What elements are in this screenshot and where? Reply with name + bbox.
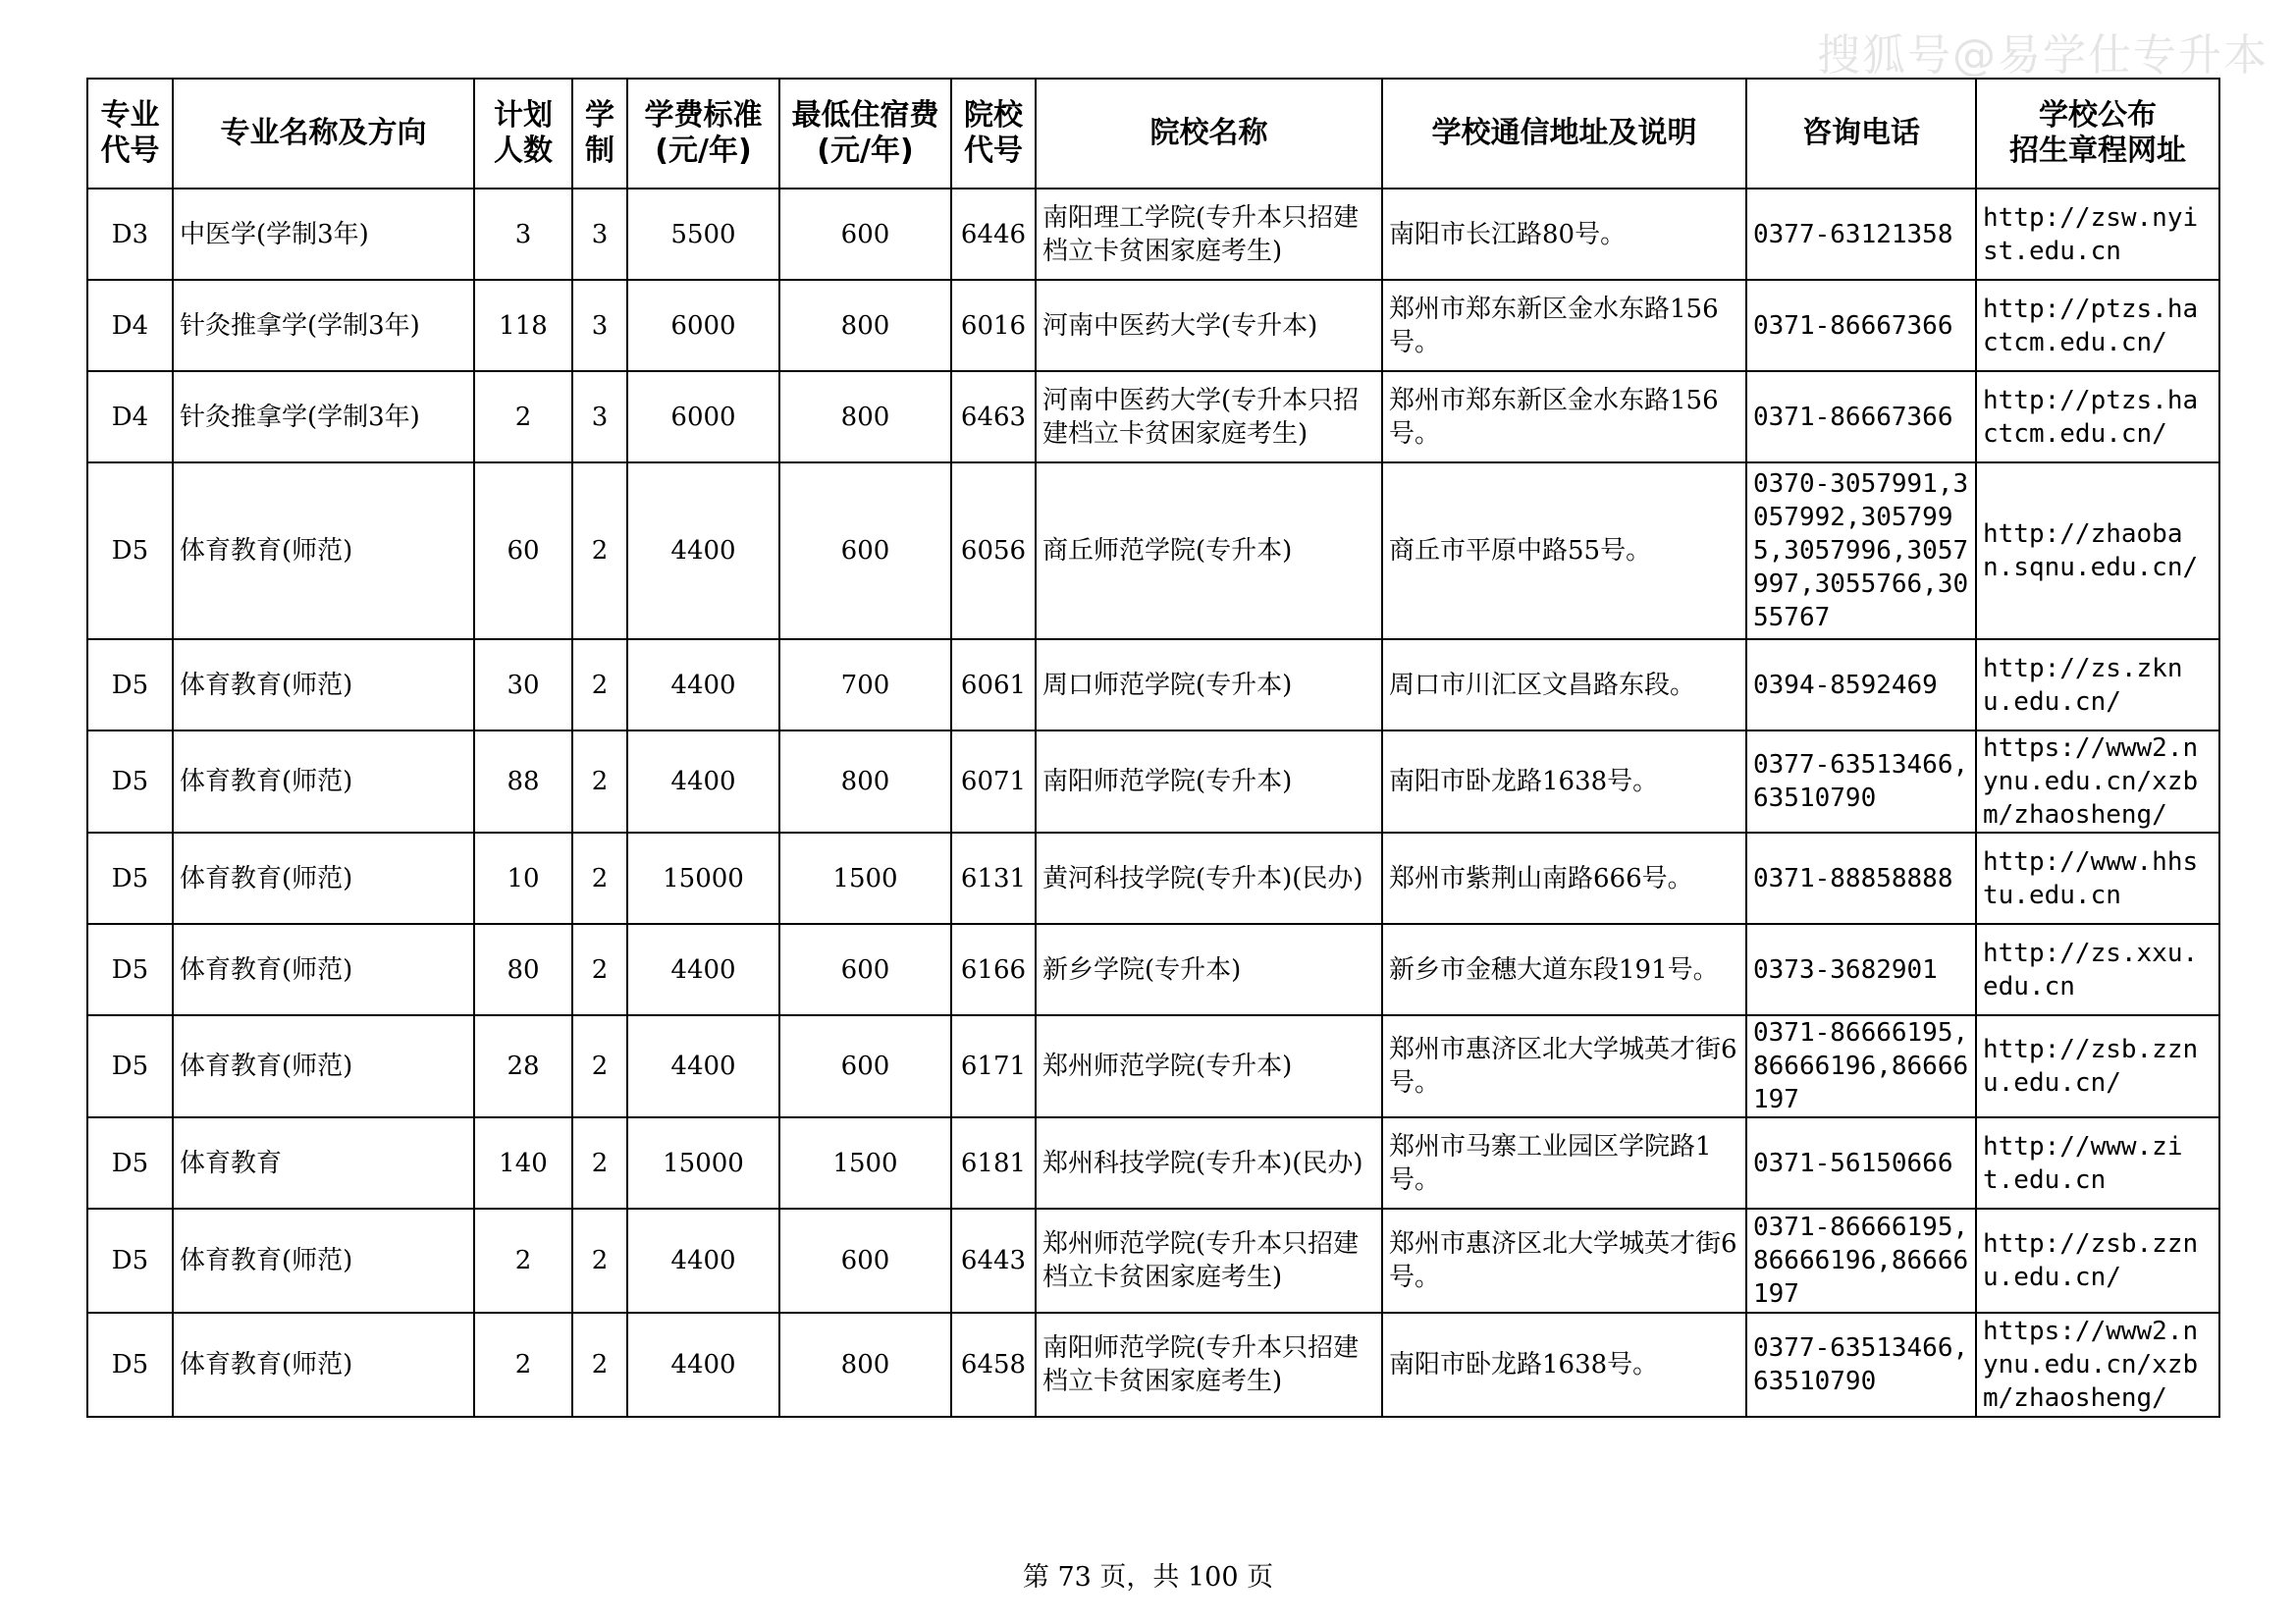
cell-url: https://www2.nynu.edu.cn/xzbm/zhaosheng/: [1976, 730, 2219, 833]
cell-url: http://zsb.zznu.edu.cn/: [1976, 1209, 2219, 1313]
cell-school-code: 6446: [951, 189, 1036, 280]
cell-phone: 0377-63513466,63510790: [1746, 1313, 1976, 1417]
cell-school-name: 河南中医药大学(专升本): [1036, 280, 1382, 371]
cell-code: D5: [87, 1313, 173, 1417]
cell-code: D5: [87, 924, 173, 1015]
cell-major: 体育教育(师范): [173, 833, 474, 924]
header-major: 专业名称及方向: [173, 79, 474, 189]
header-years: 学 制: [572, 79, 627, 189]
cell-major: 体育教育(师范): [173, 1015, 474, 1117]
cell-address: 商丘市平原中路55号。: [1382, 462, 1746, 639]
cell-lodging: 800: [779, 730, 951, 833]
cell-plan: 140: [474, 1117, 572, 1209]
header-school-name: 院校名称: [1036, 79, 1382, 189]
header-code: 专业 代号: [87, 79, 173, 189]
cell-tuition: 15000: [627, 833, 779, 924]
cell-school-code: 6166: [951, 924, 1036, 1015]
table-row: [87, 371, 2219, 462]
cell-url: http://zsb.zznu.edu.cn/: [1976, 1015, 2219, 1117]
cell-phone: 0377-63121358: [1746, 189, 1976, 280]
cell-tuition: 5500: [627, 189, 779, 280]
cell-phone: 0371-86666195,86666196,86666197: [1746, 1209, 1976, 1313]
header-school-code: 院校 代号: [951, 79, 1036, 189]
cell-lodging: 600: [779, 924, 951, 1015]
cell-code: D5: [87, 462, 173, 639]
cell-school-name: 河南中医药大学(专升本只招建档立卡贫困家庭考生): [1036, 371, 1382, 462]
cell-code: D5: [87, 1015, 173, 1117]
table-row: [87, 1313, 2219, 1417]
cell-years: 2: [572, 1015, 627, 1117]
cell-code: D5: [87, 833, 173, 924]
cell-address: 周口市川汇区文昌路东段。: [1382, 639, 1746, 730]
cell-major: 体育教育(师范): [173, 1209, 474, 1313]
table-row: [87, 639, 2219, 730]
cell-tuition: 6000: [627, 280, 779, 371]
table-row: [87, 1117, 2219, 1209]
cell-url: http://zhaoban.sqnu.edu.cn/: [1976, 462, 2219, 639]
cell-school-code: 6016: [951, 280, 1036, 371]
cell-school-code: 6171: [951, 1015, 1036, 1117]
cell-lodging: 800: [779, 1313, 951, 1417]
cell-url: http://ptzs.hactcm.edu.cn/: [1976, 280, 2219, 371]
cell-code: D4: [87, 280, 173, 371]
cell-years: 2: [572, 1209, 627, 1313]
cell-phone: 0377-63513466,63510790: [1746, 730, 1976, 833]
cell-tuition: 4400: [627, 639, 779, 730]
table-row: [87, 1209, 2219, 1313]
cell-school-code: 6056: [951, 462, 1036, 639]
cell-plan: 118: [474, 280, 572, 371]
cell-years: 2: [572, 924, 627, 1015]
cell-major: 针灸推拿学(学制3年): [173, 371, 474, 462]
cell-tuition: 4400: [627, 924, 779, 1015]
cell-school-code: 6061: [951, 639, 1036, 730]
table-header-row: [87, 79, 2219, 189]
cell-plan: 30: [474, 639, 572, 730]
cell-plan: 28: [474, 1015, 572, 1117]
cell-lodging: 600: [779, 189, 951, 280]
cell-years: 2: [572, 730, 627, 833]
cell-tuition: 4400: [627, 1313, 779, 1417]
cell-years: 2: [572, 639, 627, 730]
cell-years: 2: [572, 1313, 627, 1417]
cell-school-name: 郑州师范学院(专升本只招建档立卡贫困家庭考生): [1036, 1209, 1382, 1313]
cell-plan: 2: [474, 1209, 572, 1313]
cell-phone: 0371-86667366: [1746, 280, 1976, 371]
table-row: [87, 730, 2219, 833]
table-row: [87, 1015, 2219, 1117]
cell-address: 郑州市马寨工业园区学院路1号。: [1382, 1117, 1746, 1209]
cell-years: 3: [572, 189, 627, 280]
cell-address: 南阳市长江路80号。: [1382, 189, 1746, 280]
cell-school-name: 南阳师范学院(专升本): [1036, 730, 1382, 833]
cell-lodging: 600: [779, 1209, 951, 1313]
cell-url: http://www.zit.edu.cn: [1976, 1117, 2219, 1209]
cell-address: 南阳市卧龙路1638号。: [1382, 1313, 1746, 1417]
cell-phone: 0370-3057991,3057992,3057995,3057996,3057997,3055766,3055767: [1746, 462, 1976, 639]
cell-tuition: 4400: [627, 1015, 779, 1117]
cell-code: D5: [87, 639, 173, 730]
cell-lodging: 1500: [779, 833, 951, 924]
cell-phone: 0394-8592469: [1746, 639, 1976, 730]
cell-lodging: 1500: [779, 1117, 951, 1209]
cell-school-name: 郑州师范学院(专升本): [1036, 1015, 1382, 1117]
cell-url: https://www2.nynu.edu.cn/xzbm/zhaosheng/: [1976, 1313, 2219, 1417]
cell-plan: 3: [474, 189, 572, 280]
cell-major: 体育教育(师范): [173, 730, 474, 833]
cell-school-code: 6443: [951, 1209, 1036, 1313]
cell-years: 3: [572, 371, 627, 462]
cell-url: http://zsw.nyist.edu.cn: [1976, 189, 2219, 280]
cell-school-name: 商丘师范学院(专升本): [1036, 462, 1382, 639]
cell-school-code: 6131: [951, 833, 1036, 924]
header-lodging: 最低住宿费 (元/年): [779, 79, 951, 189]
cell-major: 针灸推拿学(学制3年): [173, 280, 474, 371]
cell-address: 新乡市金穗大道东段191号。: [1382, 924, 1746, 1015]
cell-address: 郑州市惠济区北大学城英才街6号。: [1382, 1015, 1746, 1117]
cell-url: http://www.hhstu.edu.cn: [1976, 833, 2219, 924]
cell-lodging: 600: [779, 462, 951, 639]
cell-address: 郑州市郑东新区金水东路156号。: [1382, 280, 1746, 371]
table-row: [87, 189, 2219, 280]
cell-phone: 0371-88858888: [1746, 833, 1976, 924]
cell-major: 体育教育(师范): [173, 639, 474, 730]
cell-school-name: 黄河科技学院(专升本)(民办): [1036, 833, 1382, 924]
cell-code: D4: [87, 371, 173, 462]
cell-years: 2: [572, 462, 627, 639]
cell-years: 2: [572, 1117, 627, 1209]
header-tuition: 学费标准 (元/年): [627, 79, 779, 189]
cell-major: 体育教育(师范): [173, 924, 474, 1015]
cell-major: 体育教育(师范): [173, 1313, 474, 1417]
cell-years: 2: [572, 833, 627, 924]
cell-code: D3: [87, 189, 173, 280]
cell-major: 中医学(学制3年): [173, 189, 474, 280]
cell-phone: 0371-86666195,86666196,86666197: [1746, 1015, 1976, 1117]
cell-url: http://zs.zknu.edu.cn/: [1976, 639, 2219, 730]
cell-plan: 10: [474, 833, 572, 924]
admissions-table: [86, 78, 2220, 1418]
cell-years: 3: [572, 280, 627, 371]
cell-school-code: 6463: [951, 371, 1036, 462]
cell-plan: 2: [474, 371, 572, 462]
cell-phone: 0373-3682901: [1746, 924, 1976, 1015]
cell-lodging: 800: [779, 280, 951, 371]
cell-plan: 60: [474, 462, 572, 639]
cell-url: http://ptzs.hactcm.edu.cn/: [1976, 371, 2219, 462]
cell-phone: 0371-56150666: [1746, 1117, 1976, 1209]
cell-school-name: 郑州科技学院(专升本)(民办): [1036, 1117, 1382, 1209]
cell-school-name: 南阳师范学院(专升本只招建档立卡贫困家庭考生): [1036, 1313, 1382, 1417]
cell-tuition: 4400: [627, 730, 779, 833]
page-footer: 第 73 页，共 100 页: [1022, 1562, 1274, 1593]
cell-code: D5: [87, 1117, 173, 1209]
header-plan: 计划 人数: [474, 79, 572, 189]
cell-school-code: 6181: [951, 1117, 1036, 1209]
cell-major: 体育教育: [173, 1117, 474, 1209]
table-row: [87, 280, 2219, 371]
header-address: 学校通信地址及说明: [1382, 79, 1746, 189]
cell-tuition: 4400: [627, 1209, 779, 1313]
cell-school-code: 6071: [951, 730, 1036, 833]
table-row: [87, 924, 2219, 1015]
cell-address: 郑州市郑东新区金水东路156号。: [1382, 371, 1746, 462]
cell-tuition: 15000: [627, 1117, 779, 1209]
cell-tuition: 4400: [627, 462, 779, 639]
header-phone: 咨询电话: [1746, 79, 1976, 189]
cell-lodging: 700: [779, 639, 951, 730]
cell-address: 郑州市惠济区北大学城英才街6号。: [1382, 1209, 1746, 1313]
cell-school-name: 南阳理工学院(专升本只招建档立卡贫困家庭考生): [1036, 189, 1382, 280]
cell-address: 郑州市紫荆山南路666号。: [1382, 833, 1746, 924]
table-row: [87, 833, 2219, 924]
cell-plan: 2: [474, 1313, 572, 1417]
cell-school-name: 周口师范学院(专升本): [1036, 639, 1382, 730]
cell-plan: 80: [474, 924, 572, 1015]
cell-tuition: 6000: [627, 371, 779, 462]
cell-school-code: 6458: [951, 1313, 1036, 1417]
cell-code: D5: [87, 1209, 173, 1313]
cell-school-name: 新乡学院(专升本): [1036, 924, 1382, 1015]
cell-major: 体育教育(师范): [173, 462, 474, 639]
watermark: 搜狐号@易学仕专升本: [1817, 30, 2269, 81]
table-row: [87, 462, 2219, 639]
cell-lodging: 800: [779, 371, 951, 462]
cell-plan: 88: [474, 730, 572, 833]
cell-address: 南阳市卧龙路1638号。: [1382, 730, 1746, 833]
cell-url: http://zs.xxu.edu.cn: [1976, 924, 2219, 1015]
cell-phone: 0371-86667366: [1746, 371, 1976, 462]
cell-code: D5: [87, 730, 173, 833]
cell-lodging: 600: [779, 1015, 951, 1117]
header-url: 学校公布 招生章程网址: [1976, 79, 2219, 189]
